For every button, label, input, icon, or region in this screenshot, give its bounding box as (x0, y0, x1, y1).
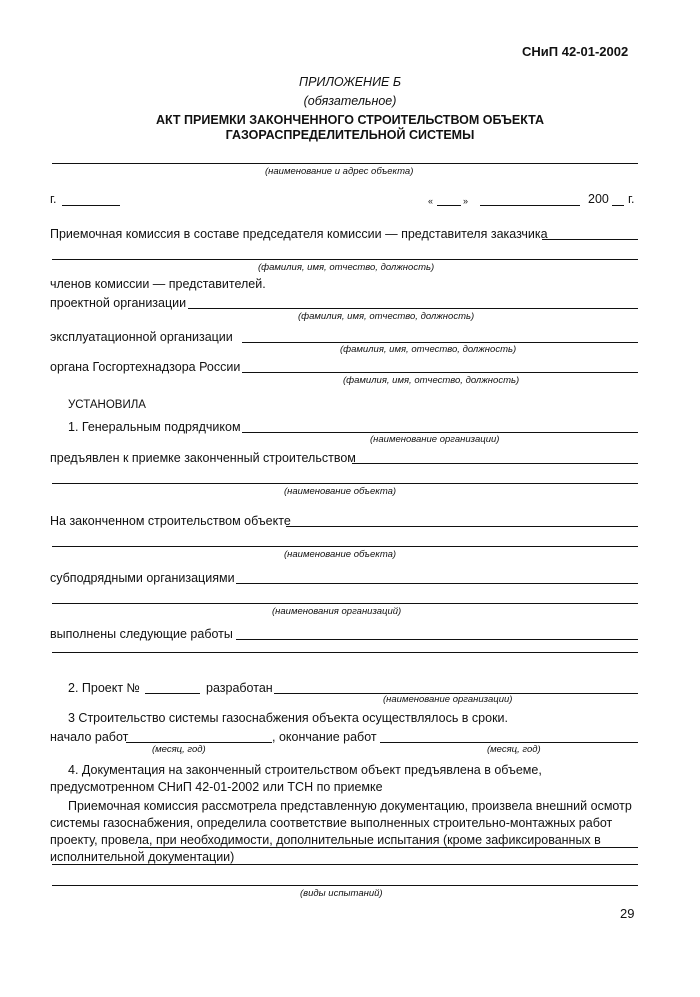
act-title-line1: АКТ ПРИЕМКИ ЗАКОНЧЕННОГО СТРОИТЕЛЬСТВОМ ОБЪЕКТА (155, 113, 545, 127)
project-number-field[interactable] (145, 693, 200, 694)
established-heading: УСТАНОВИЛА (68, 399, 146, 411)
subcontract-label: субподрядными организациями (50, 571, 235, 585)
city-field[interactable] (62, 205, 120, 206)
presented-label: предъявлен к приемке законченный строительством (50, 451, 356, 465)
on-object-field[interactable] (286, 526, 638, 527)
orgs-names-caption: (наименования организаций) (272, 606, 402, 617)
chairman-field-2[interactable] (52, 259, 638, 260)
object-name-caption-1: (наименование объекта) (284, 486, 397, 497)
item4-text: 4. Документация на законченный строительством объект предъявлена в объеме, предусмотренном СНиП 42-01-2002 или ТСН по приемке (50, 763, 542, 794)
end-date-field[interactable] (380, 742, 638, 743)
operating-org-field[interactable] (242, 342, 638, 343)
start-label: начало работ (50, 730, 129, 744)
object-name-caption: (наименование и адрес объекта) (265, 166, 414, 177)
presented-object-field-2[interactable] (52, 483, 638, 484)
object-name-caption-2: (наименование объекта) (284, 549, 397, 560)
fio-caption-4: (фамилия, имя, отчество, должность) (343, 375, 520, 386)
operating-org-label: эксплуатационной организации (50, 330, 233, 344)
subcontract-field[interactable] (236, 583, 638, 584)
works-done-field[interactable] (236, 639, 638, 640)
month-year-caption-2: (месяц, год) (487, 744, 541, 755)
start-date-field[interactable] (126, 742, 272, 743)
org-name-caption-1: (наименование организации) (370, 434, 500, 445)
design-org-field[interactable] (188, 308, 638, 309)
day-field[interactable] (437, 205, 461, 206)
quote-close: » (463, 196, 469, 206)
item2-label: 2. Проект № (68, 681, 140, 695)
document-code: СНиП 42-01-2002 (522, 44, 629, 59)
fio-caption-2: (фамилия, имя, отчество, должность) (298, 311, 475, 322)
commission-label: Приемочная комиссия в составе председателя комиссии — представителя заказчика (50, 227, 548, 241)
object-name-line[interactable] (52, 163, 638, 164)
design-org-label: проектной организации (50, 296, 187, 310)
quote-open: « (428, 196, 434, 206)
works-done-label: выполнены следующие работы (50, 627, 233, 641)
general-contractor-field[interactable] (242, 432, 638, 433)
city-prefix: г. (50, 192, 57, 206)
review-field[interactable] (138, 847, 638, 848)
year-prefix: 200 (588, 192, 609, 206)
works-done-field-2[interactable] (52, 652, 638, 653)
subcontract-field-2[interactable] (52, 603, 638, 604)
members-label: членов комиссии — представителей. (50, 277, 266, 291)
page-number: 29 (620, 906, 635, 921)
appendix-title: ПРИЛОЖЕНИЕ Б (299, 75, 401, 89)
developed-label: разработан (206, 681, 273, 695)
review-field-2[interactable] (52, 864, 638, 865)
gosgortech-field[interactable] (242, 372, 638, 373)
appendix-note: (обязательное) (303, 94, 397, 108)
test-types-field[interactable] (52, 885, 638, 886)
on-object-field-2[interactable] (52, 546, 638, 547)
item1-label: 1. Генеральным подрядчиком (68, 420, 241, 434)
month-year-caption-1: (месяц, год) (152, 744, 206, 755)
chairman-field[interactable] (542, 239, 638, 240)
month-field[interactable] (480, 205, 580, 206)
org-name-caption-2: (наименование организации) (383, 694, 513, 705)
gosgortech-label: органа Госгортехнадзора России (50, 360, 241, 374)
year-field[interactable] (612, 205, 624, 206)
on-object-label: На законченном строительством объекте (50, 514, 291, 528)
act-title-line2: ГАЗОРАСПРЕДЕЛИТЕЛЬНОЙ СИСТЕМЫ (225, 128, 475, 142)
end-label: , окончание работ (272, 730, 377, 744)
test-types-caption: (виды испытаний) (300, 888, 383, 899)
item3-text: 3 Строительство системы газоснабжения объекта осуществлялось в сроки. (68, 711, 508, 725)
review-text: Приемочная комиссия рассмотрела представленную документацию, произвела внешний осмотр системы газоснабжения, определила соответствие выполненных строительно-монтажных работ проекту, провела, при необходимости, дополнительные испытания (кроме зафиксированных в исполнительной документации) (50, 799, 632, 864)
fio-caption-1: (фамилия, имя, отчество, должность) (258, 262, 435, 273)
fio-caption-3: (фамилия, имя, отчество, должность) (340, 344, 517, 355)
presented-object-field[interactable] (352, 463, 638, 464)
year-suffix: г. (628, 192, 635, 206)
